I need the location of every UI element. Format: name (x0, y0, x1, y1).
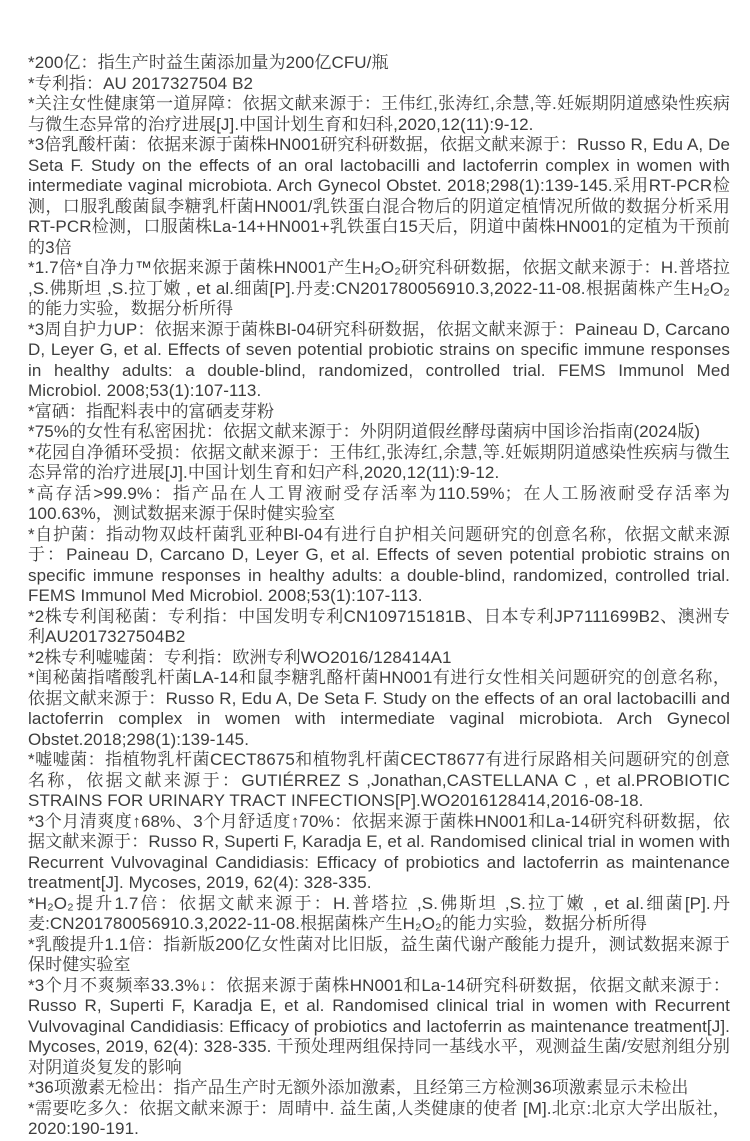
footnote-200yi-cfu: *200亿：指生产时益生菌添加量为200亿CFU/瓶 (28, 53, 389, 72)
footnote-3month-frequency-down: *3个月不爽频率33.3%↓：依据来源于菌株HN001和La-14研究科研数据，依据文献来源于：Russo R, Superti F, Karadja E, et al. Randomised clinical trial in women with Recurrent Vulvovaginal Candidiasis: Efficacy of probiotics and lactoferrin as maintenance treatment[J]. Mycoses, 2019, 62(4): 328-335. 干预处理两组保持同一基线水平，观测益生菌/安慰剂组分别对阴道炎复发的影响 (28, 975, 730, 1077)
footnote-garden-cycle: *花园自净循环受损：依据文献来源于：王伟红,张涛红,余慧,等.妊娠期阴道感染性疾病与微生态异常的治疗进展[J].中国计划生育和妇产科,2020,12(11):9-12. (28, 442, 730, 482)
footnote-36-hormones: *36项激素无检出：指产品生产时无额外添加激素，且经第三方检测36项激素显示未检出 (28, 1078, 689, 1097)
footnote-3month-freshness: *3个月清爽度↑68%、3个月舒适度↑70%：依据来源于菌株HN001和La-14研究科研数据，依据文献来源于：Russo R, Superti F, Karadja E, et al. Randomised clinical trial in women with Recurrent Vulvovaginal Candidiasis: Efficacy of probiotics and lactoferrin as maintenance treatment[J]. Mycoses, 2019, 62(4): 328-335. (28, 811, 730, 892)
footnote-3week-self-protect: *3周自护力UP：依据来源于菌株Bl-04研究科研数据，依据文献来源于：Paineau D, Carcano D, Leyer G, et al. Effects of seven potential probiotic strains on specific immune responses in healthy adults: a double-blind, randomized, controlled trial. FEMS Immunol Med Microbiol. 2008;53(1):107-113. (28, 319, 730, 400)
footnote-guimi-strain: *闺秘菌指嗜酸乳杆菌LA-14和鼠李糖乳酪杆菌HN001有进行女性相关问题研究的创意名称，依据文献来源于：Russo R, Edu A, De Seta F. Study on the effects of an oral lactobacilli and lactoferrin complex in women with intermediate vaginal microbiota. Arch Gynecol Obstet.2018;298(1):139-145. (28, 668, 730, 749)
footnote-75-percent-women: *75%的女性有私密困扰：依据文献来源于：外阴阴道假丝酵母菌病中国诊治指南(2024版) (28, 422, 701, 441)
footnote-lactic-acid-increase: *乳酸提升1.1倍：指新版200亿女性菌对比旧版，益生菌代谢产酸能力提升，测试数据来源于保时健实验室 (28, 934, 730, 974)
footnote-3x-lactobacillus: *3倍乳酸杆菌：依据来源于菌株HN001研究科研数据，依据文献来源于：Russo R, Edu A, De Seta F. Study on the effects of an oral lactobacilli and lactoferrin complex in women with intermediate vaginal microbiota. Arch Gynecol Obstet. 2018;298(1):139-145.采用RT-PCR检测，口服乳酸菌鼠李糖乳杆菌HN001/乳铁蛋白混合物后的阴道定植情况所做的数据分析采用RT-PCR检测，口服菌株La-14+HN001+乳铁蛋白15天后，阴道中菌株HN001的定植为干预前的3倍 (28, 135, 730, 257)
footnote-first-barrier: *关注女性健康第一道屏障：依据文献来源于：王伟红,张涛红,余慧,等.妊娠期阴道感染性疾病与微生态异常的治疗进展[J].中国计划生育和妇科,2020,12(11):9-12. (28, 94, 730, 134)
footnote-1-7x-self-clean: *1.7倍*自净力™依据来源于菌株HN001产生H₂O₂研究科研数据，依据文献来源于：H.普塔拉 ,S.佛斯坦 ,S.拉丁嫩 , et al.细菌[P].丹麦:CN201780056910.3,2022-11-08.根据菌株产生H₂O₂的能力实验，数据分析所得 (28, 258, 730, 318)
footnote-patent-au: *专利指：AU 2017327504 B2 (28, 73, 254, 93)
footnote-how-long: *需要吃多久：依据文献来源于：周晴中. 益生菌,人类健康的使者 [M].北京:北京大学出版社，2020:190-191. (28, 1098, 730, 1138)
footnote-2-patent-xuxu: *2株专利嘘嘘菌：专利指：欧洲专利WO2016/128414A1 (28, 647, 452, 667)
footnote-high-survival: *高存活>99.9%：指产品在人工胃液耐受存活率为110.59%；在人工肠液耐受存活率为100.63%，测试数据来源于保时健实验室 (28, 483, 730, 523)
footnote-h2o2-increase: *H₂O₂提升1.7倍：依据文献来源于：H.普塔拉 ,S.佛斯坦 ,S.拉丁嫩 , et al.细菌[P].丹麦:CN201780056910.3,2022-11-08.根据菌株产生H₂O₂的能力实验，数据分析所得 (28, 893, 730, 933)
footnote-self-protect-strain: *自护菌：指动物双歧杆菌乳亚种Bl-04有进行自护相关问题研究的创意名称，依据文献来源于：Paineau D, Carcano D, Leyer G, et al. Effects of seven potential probiotic strains on specific immune responses in healthy adults: a double-blind, randomized, controlled trial. FEMS Immunol Med Microbiol. 2008;53(1):107-113. (28, 524, 730, 605)
footnote-2-patent-guimi: *2株专利闺秘菌：专利指：中国发明专利CN109715181B、日本专利JP7111699B2、澳洲专利AU2017327504B2 (28, 606, 730, 646)
footnote-xuxu-strain: *嘘嘘菌：指植物乳杆菌CECT8675和植物乳杆菌CECT8677有进行尿路相关问题研究的创意名称，依据文献来源于：GUTIÉRREZ S ,Jonathan,CASTELLANA C , et al.PROBIOTIC STRAINS FOR URINARY TRACT INFECTIONS[P].WO2016128414,2016-08-18. (28, 750, 730, 810)
footnote-selenium: *富硒：指配料表中的富硒麦芽粉 (28, 401, 275, 421)
